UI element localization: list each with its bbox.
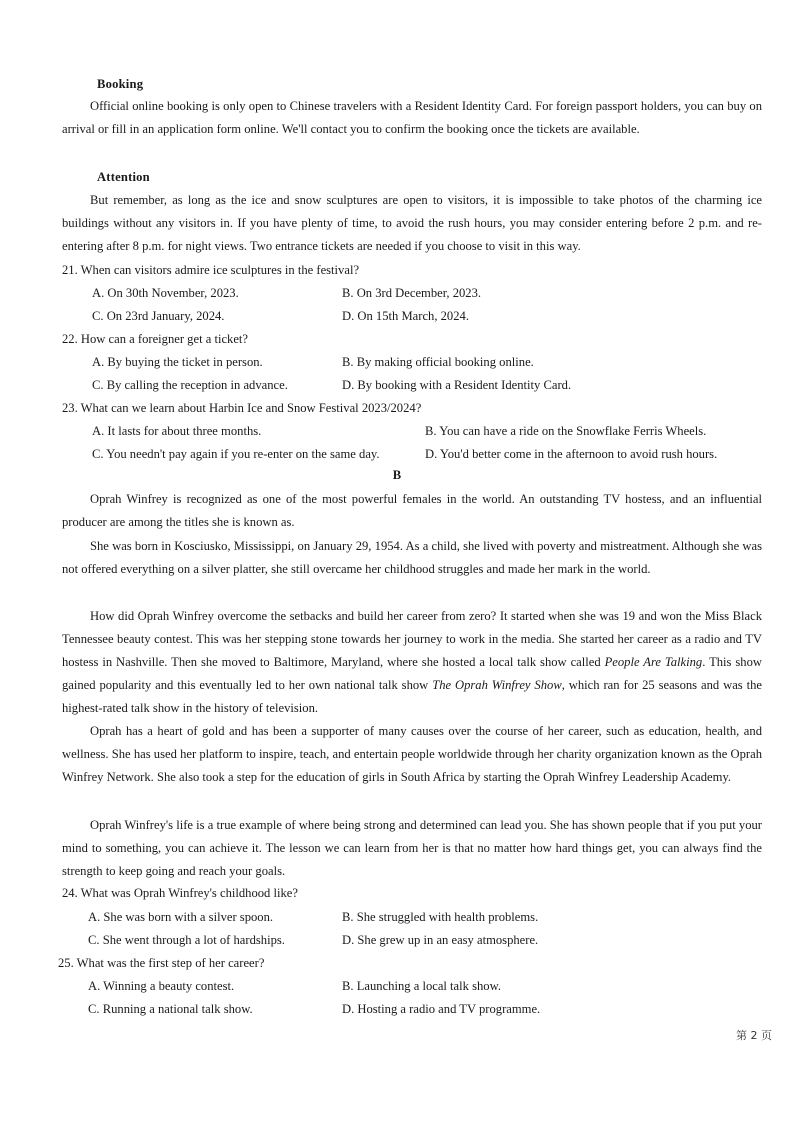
q25-option-d[interactable]: D. Hosting a radio and TV programme. (342, 1002, 541, 1016)
q23-option-b[interactable]: B. You can have a ride on the Snowflake Ferris Wheels. (425, 424, 707, 438)
attention-paragraph (62, 189, 762, 258)
passage-b-paragraph-5 (62, 814, 762, 883)
q22-option-d[interactable]: D. By booking with a Resident Identity Card. (342, 378, 572, 392)
question-21-stem: 21. When can visitors admire ice sculptures in the festival? (62, 263, 360, 277)
q22-option-a[interactable]: A. By buying the ticket in person. (92, 355, 263, 369)
q21-option-a[interactable]: A. On 30th November, 2023. (92, 286, 239, 300)
q25-option-a[interactable]: A. Winning a beauty contest. (88, 979, 235, 993)
passage-b-p1-text: Oprah Winfrey is recognized as one of the most powerful females in the world. An outstanding TV hostess, and an influential producer are among the titles she is known as. (62, 492, 762, 529)
passage-b-paragraph-4 (62, 720, 762, 789)
booking-text: Official online booking is only open to Chinese travelers with a Resident Identity Card. For foreign passport holders, you can buy on arrival or fill in an application form online. We'll contact you to confirm the booking once the tickets are available. (62, 99, 762, 136)
page-number: 第 2 页 (736, 1029, 772, 1042)
passage-b-p4-text: Oprah has a heart of gold and has been a supporter of many causes over the course of her career, such as education, health, and wellness. She has used her platform to inspire, teach, and entertain people worldwide through her charity organization known as the Oprah Winfrey Network. She also took a step for the education of girls in South Africa by starting the Oprah Winfrey Leadership Academy. (62, 724, 762, 784)
q24-option-c[interactable]: C. She went through a lot of hardships. (88, 933, 285, 947)
show-title-people-are-talking: People Are Talking (604, 655, 703, 669)
attention-heading: Attention (97, 170, 150, 184)
question-25-stem: 25. What was the first step of her career? (58, 956, 265, 970)
passage-b-p3-text-2: . This show gained popularity and this eventually led to her own national talk show (62, 655, 762, 692)
q21-option-b[interactable]: B. On 3rd December, 2023. (342, 286, 482, 300)
passage-b-paragraph-2 (62, 535, 762, 581)
q24-option-a[interactable]: A. She was born with a silver spoon. (88, 910, 274, 924)
attention-text: But remember, as long as the ice and snow sculptures are open to visitors, it is impossible to take photos of the charming ice buildings without any visitors in. If you have plenty of time, to avoid the rush hours, you may consider entering before 2 p.m. and re-entering after 8 p.m. for night views. Two entrance tickets are needed if you choose to visit in this way. (62, 193, 762, 253)
q21-option-d[interactable]: D. On 15th March, 2024. (342, 309, 469, 323)
q21-option-c[interactable]: C. On 23rd January, 2024. (92, 309, 225, 323)
passage-b-p5-text: Oprah Winfrey's life is a true example of where being strong and determined can lead you. She has shown people that if you put your mind to something, you can achieve it. The lesson we can learn from her is that no matter how hard things get, you can always find the strength to keep going and reach your goals. (62, 818, 762, 878)
show-title-oprah-winfrey-show: The Oprah Winfrey Show (432, 678, 562, 692)
q24-option-d[interactable]: D. She grew up in an easy atmosphere. (342, 933, 539, 947)
q25-option-b[interactable]: B. Launching a local talk show. (342, 979, 502, 993)
q23-option-a[interactable]: A. It lasts for about three months. (92, 424, 262, 438)
question-22-stem: 22. How can a foreigner get a ticket? (62, 332, 249, 346)
q22-option-b[interactable]: B. By making official booking online. (342, 355, 534, 369)
question-24-stem: 24. What was Oprah Winfrey's childhood like? (62, 886, 298, 900)
passage-b-label: B (392, 468, 402, 482)
passage-b-p3-text-3: , which ran for 25 seasons and was the highest-rated talk show in the history of television. (62, 678, 762, 715)
q23-option-d[interactable]: D. You'd better come in the afternoon to avoid rush hours. (425, 447, 718, 461)
q24-option-b[interactable]: B. She struggled with health problems. (342, 910, 539, 924)
passage-b-paragraph-3 (62, 605, 762, 720)
passage-b-p3-text-1: How did Oprah Winfrey overcome the setbacks and build her career from zero? It started when she was 19 and won the Miss Black Tennessee beauty contest. This was her stepping stone towards her journey to work in the media. She started her career as a radio and TV hostess in Nashville. Then she moved to Baltimore, Maryland, where she hosted a local talk show called (62, 609, 762, 669)
q25-option-c[interactable]: C. Running a national talk show. (88, 1002, 253, 1016)
passage-b-paragraph-1 (62, 488, 762, 534)
booking-heading: Booking (97, 77, 144, 91)
question-23-stem: 23. What can we learn about Harbin Ice and Snow Festival 2023/2024? (62, 401, 422, 415)
q22-option-c[interactable]: C. By calling the reception in advance. (92, 378, 288, 392)
booking-paragraph (62, 95, 762, 141)
q23-option-c[interactable]: C. You needn't pay again if you re-enter on the same day. (92, 447, 380, 461)
passage-b-p2-text: She was born in Kosciusko, Mississippi, on January 29, 1954. As a child, she lived with poverty and mistreatment. Although she was not offered everything on a silver platter, she still overcame her childhood struggles and made her mark in the world. (62, 539, 762, 576)
